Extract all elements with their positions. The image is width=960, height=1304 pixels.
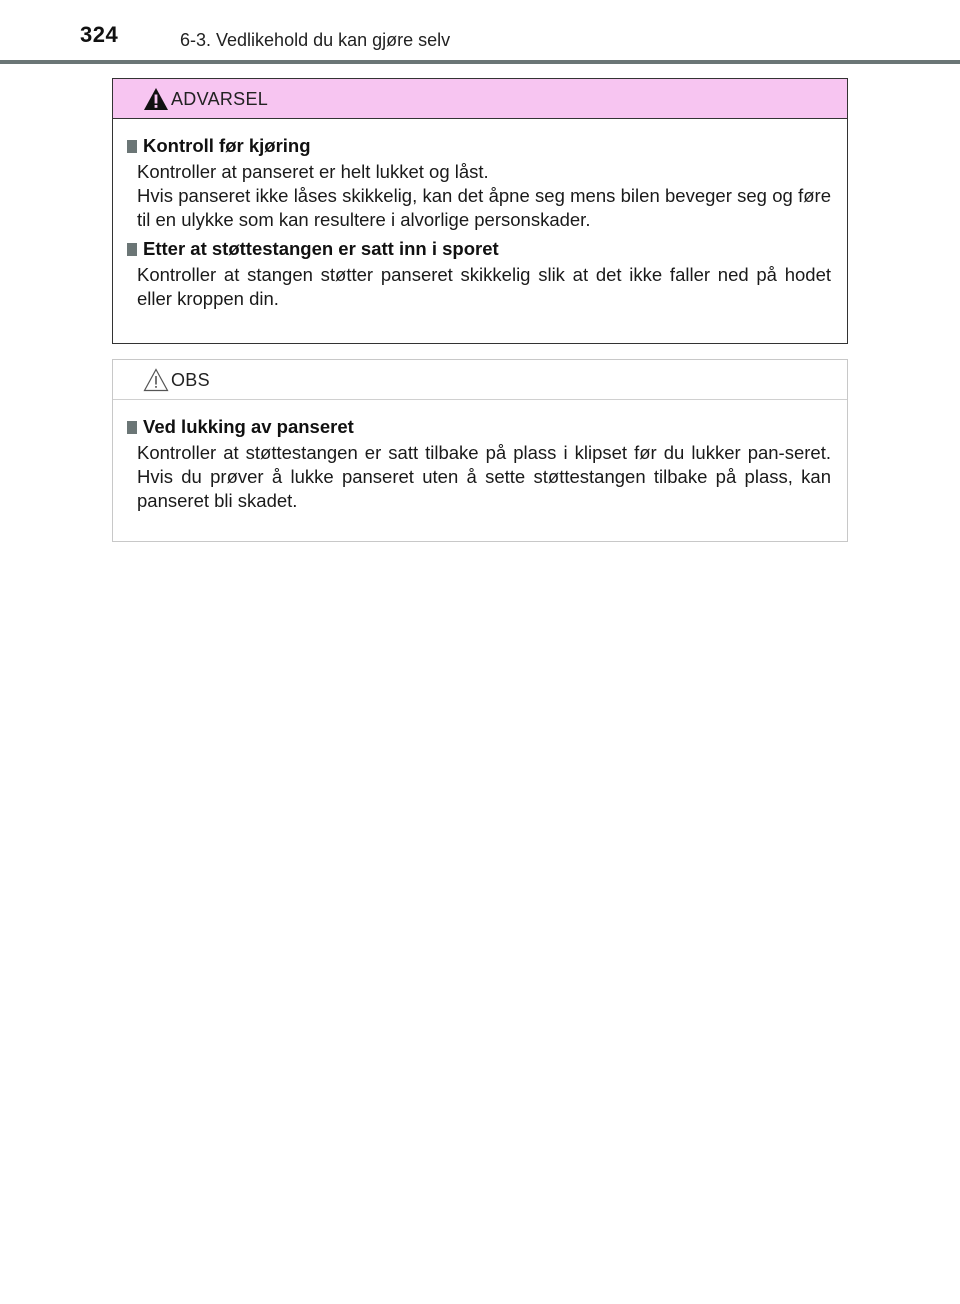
notice-body: [113, 400, 847, 513]
warning-box: [112, 78, 848, 344]
page-header: [0, 0, 960, 64]
section-title: 6-3. Vedlikehold du kan gjøre selv: [180, 30, 451, 50]
warning-body: [113, 119, 847, 311]
notice-box-header: [113, 360, 847, 400]
page-number: 324: [80, 22, 119, 47]
warning-item: [127, 135, 831, 232]
square-bullet-icon: [127, 140, 137, 153]
notice-box: [112, 359, 848, 542]
warning-item: [127, 238, 831, 311]
square-bullet-icon: [127, 421, 137, 434]
notice-item: [127, 416, 831, 513]
square-bullet-icon: [127, 243, 137, 256]
paragraph-line: Kontroller at panseret er helt lukket og låst.: [137, 161, 489, 182]
paragraph-line: Kontroller at støttestangen er satt tilbake på plass i klipset før du lukker pan-seret. Hvis du prøver å lukke panseret uten å sette støttestangen tilbake på plass, kan panseret bli skadet.: [137, 442, 831, 511]
warning-triangle-icon: [143, 87, 169, 111]
notice-item-heading: Ved lukking av panseret: [143, 416, 354, 437]
warning-item-text: [127, 160, 831, 232]
warning-item-heading: Kontroll før kjøring: [143, 135, 311, 156]
notice-label: OBS: [171, 370, 210, 390]
notice-item-text: [127, 441, 831, 513]
paragraph-line: Kontroller at stangen støtter panseret skikkelig slik at det ikke faller ned på hodet eller kroppen din.: [137, 264, 831, 309]
warning-label: ADVARSEL: [171, 89, 269, 109]
warning-item-text: [127, 263, 831, 311]
warning-item-heading: Etter at støttestangen er satt inn i sporet: [143, 238, 499, 259]
caution-triangle-icon: [143, 368, 169, 392]
header-rule: [0, 60, 960, 64]
warning-box-header: [113, 79, 847, 119]
paragraph-line: Hvis panseret ikke låses skikkelig, kan det åpne seg mens bilen beveger seg og føre til en ulykke som kan resultere i alvorlige personskader.: [137, 185, 831, 230]
